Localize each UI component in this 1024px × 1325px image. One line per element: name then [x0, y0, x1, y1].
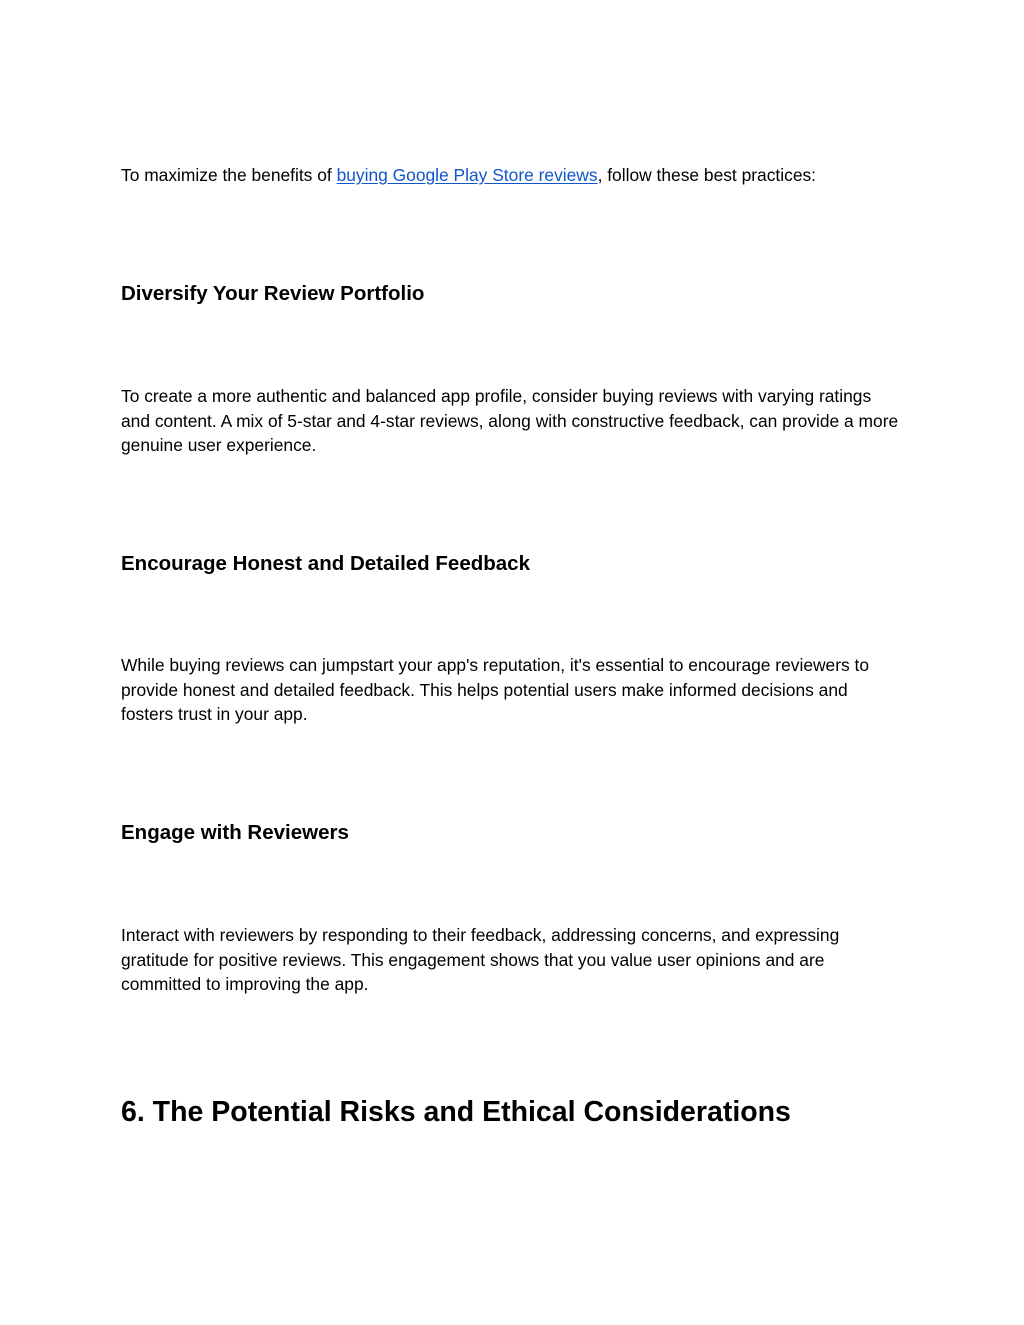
section-title-risks: 6. The Potential Risks and Ethical Considerations	[121, 1096, 791, 1128]
section-body-diversify: To create a more authentic and balanced app profile, consider buying reviews with varying ratings and content. A mix of 5-star and 4-star reviews, along with constructive feedback, can provide a more genuine user experience.	[121, 386, 899, 455]
section-body-encourage: While buying reviews can jumpstart your app's reputation, it's essential to encourage reviewers to provide honest and detailed feedback. This helps potential users make informed decisions and fosters trust in your app.	[121, 655, 870, 724]
section-heading-encourage: Encourage Honest and Detailed Feedback	[121, 552, 530, 575]
intro-paragraph	[121, 163, 901, 188]
section-body-engage: Interact with reviewers by responding to their feedback, addressing concerns, and expressing gratitude for positive reviews. This engagement shows that you value user opinions and are committed to improving the app.	[121, 925, 840, 994]
intro-text-before-link: To maximize the benefits of	[121, 165, 337, 185]
buy-reviews-link[interactable]: buying Google Play Store reviews	[336, 165, 598, 185]
section-heading-engage: Engage with Reviewers	[121, 821, 349, 844]
intro-text-after-link: , follow these best practices:	[597, 165, 817, 185]
section-heading-diversify: Diversify Your Review Portfolio	[121, 282, 425, 305]
document-page	[121, 0, 901, 1325]
